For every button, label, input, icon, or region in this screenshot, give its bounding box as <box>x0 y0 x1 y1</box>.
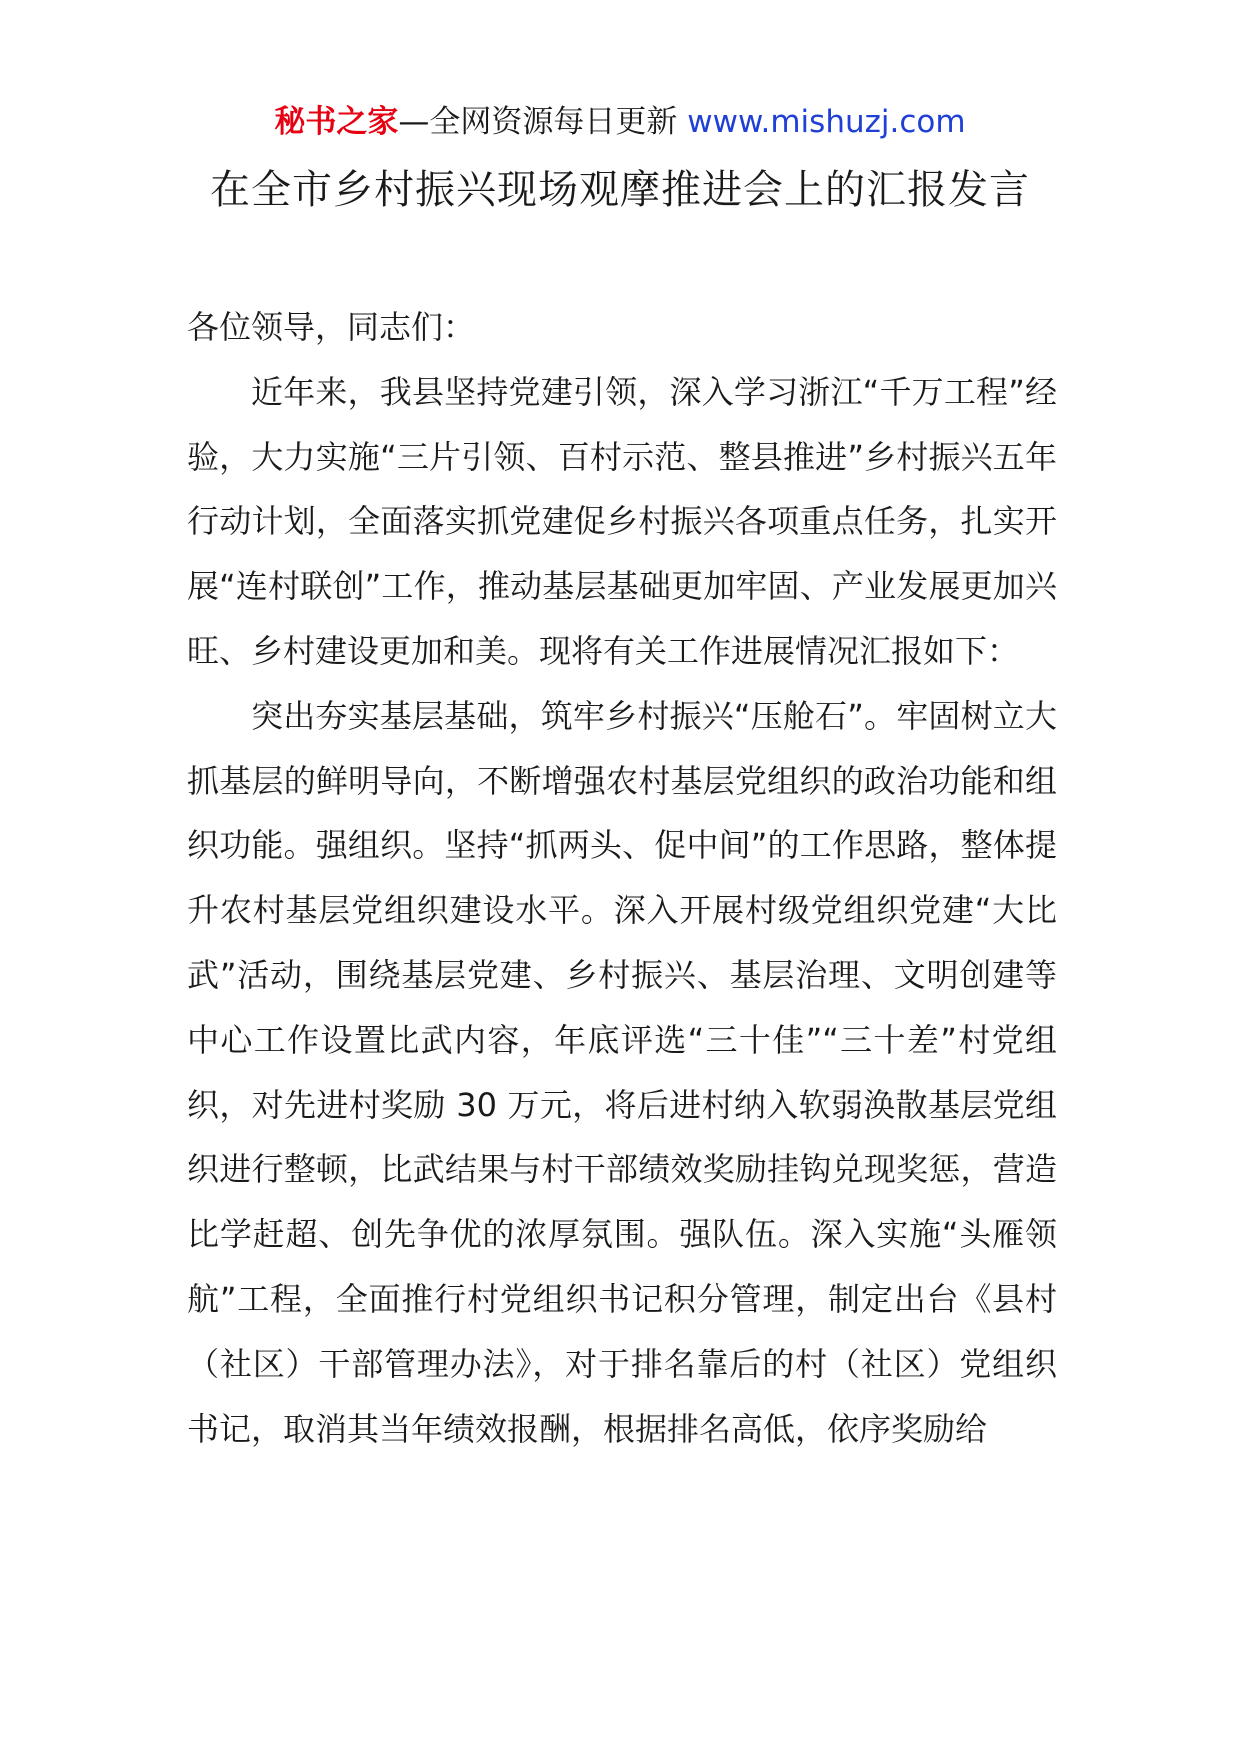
document-body <box>187 295 1057 1461</box>
paragraph-grassroots: 突出夯实基层基础，筑牢乡村振兴“压舱石”。牢固树立大抓基层的鲜明导向，不断增强农村基层党组织的政治功能和组织功能。强组织。坚持“抓两头、促中间”的工作思路，整体提升农村基层党组织建设水平。深入开展村级党组织党建“大比武”活动，围绕基层党建、乡村振兴、基层治理、文明创建等中心工作设置比武内容，年底评选“三十佳”“三十差”村党组织，对先进村奖励 30 万元，将后进村纳入软弱涣散基层党组织进行整顿，比武结果与村干部绩效奖励挂钩兑现奖惩，营造比学赶超、创先争优的浓厚氛围。强队伍。深入实施“头雁领航”工程，全面推行村党组织书记积分管理，制定出台《县村（社区）干部管理办法》，对于排名靠后的村（社区）党组织书记，取消其当年绩效报酬，根据排名高低，依序奖励给 <box>187 696 1057 1448</box>
salutation: 各位领导，同志们： <box>187 308 476 346</box>
document-title: 在全市乡村振兴现场观摩推进会上的汇报发言 <box>210 167 1030 213</box>
site-brand: 秘书之家 <box>274 104 399 140</box>
site-slogan: —全网资源每日更新 <box>398 104 678 140</box>
site-header <box>0 100 1240 144</box>
site-url[interactable]: www.mishuzj.com <box>687 104 966 140</box>
paragraph-intro: 近年来，我县坚持党建引领，深入学习浙江“千万工程”经验，大力实施“三片引领、百村示范、整县推进”乡村振兴五年行动计划，全面落实抓党建促乡村振兴各项重点任务，扎实开展“连村联创”工作，推动基层基础更加牢固、产业发展更加兴旺、乡村建设更加和美。现将有关工作进展情况汇报如下： <box>187 372 1057 670</box>
